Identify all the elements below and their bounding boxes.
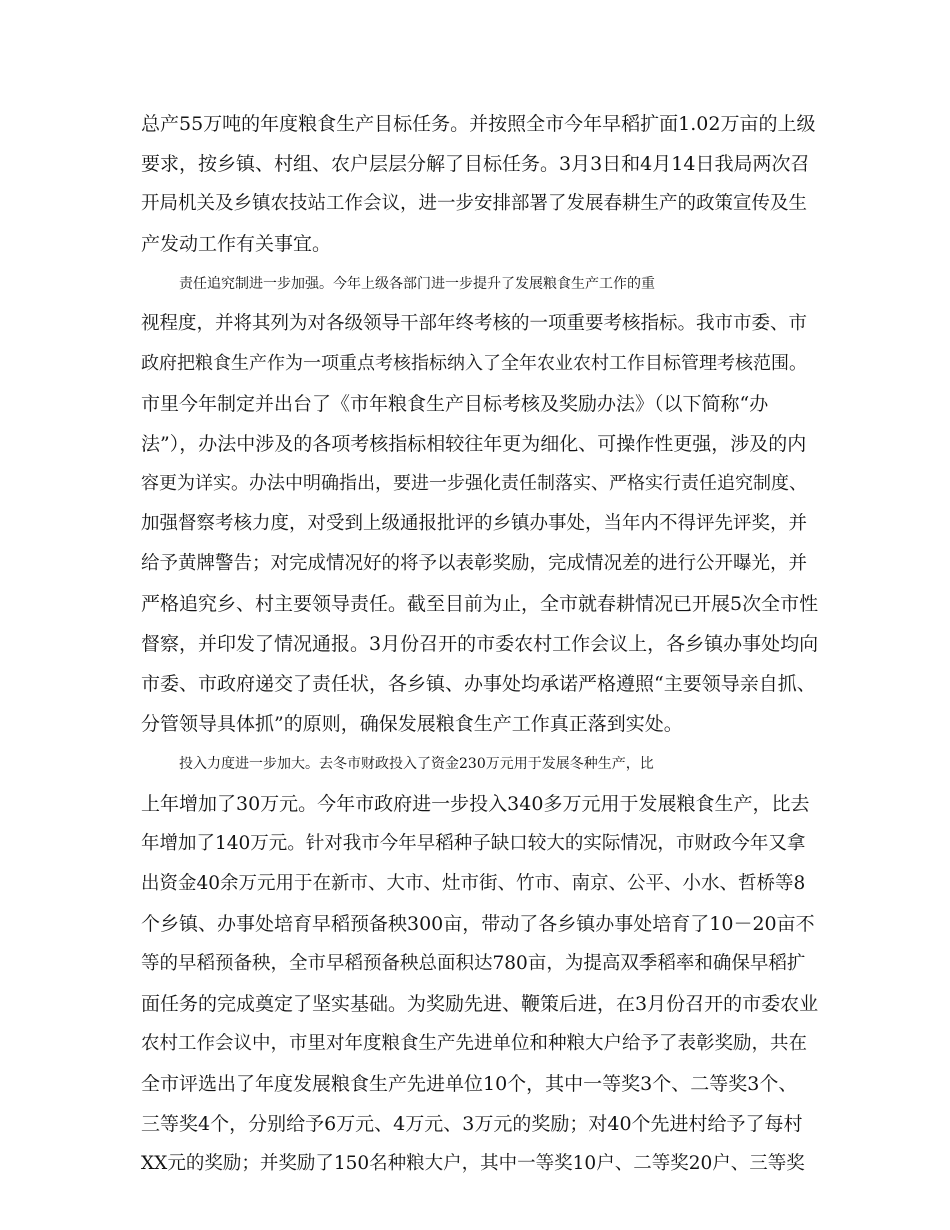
- text-line: 产发动工作有关事宜。: [141, 233, 332, 255]
- text-line: 农村工作会议中，市里对年度粮食生产先进单位和种粮大户给予了表彰奖励，共在: [141, 1033, 808, 1054]
- text-line: XX元的奖励；并奖励了150名种粮大户，其中一等奖10户、二等奖20户、三等奖: [141, 1153, 805, 1174]
- text-line: 要求，按乡镇、村组、农户层层分解了目标任务。3月3日和4月14日我局两次召: [141, 153, 810, 175]
- text-line: 全市评选出了年度发展粮食生产先进单位10个，其中一等奖3个、二等奖3个、: [141, 1073, 798, 1095]
- text-line: 法”），办法中涉及的各项考核指标相较往年更为细化、可操作性更强，涉及的内: [141, 433, 807, 455]
- text-line: 给予黄牌警告；对完成情况好的将予以表彰奖励，完成情况差的进行公开曝光，并: [141, 553, 808, 574]
- text-line: 上年增加了30万元。今年市政府进一步投入340多万元用于发展粮食生产，比去: [141, 793, 810, 815]
- text-line: 个乡镇、办事处培育早稻预备秧300亩，带动了各乡镇办事处培育了10－20亩不: [141, 913, 815, 935]
- text-line: 视程度，并将其列为对各级领导干部年终考核的一项重要考核指标。我市市委、市: [141, 313, 808, 334]
- text-line: 市委、市政府递交了责任状，各乡镇、办事处均承诺严格遵照“主要领导亲自抓、: [141, 673, 816, 695]
- text-line: 分管领导具体抓”的原则，确保发展粮食生产工作真正落到实处。: [141, 713, 683, 735]
- text-line: 加强督察考核力度，对受到上级通报批评的乡镇办事处，当年内不得评先评奖，并: [141, 513, 808, 534]
- document-body: [141, 104, 821, 1184]
- text-line: 面任务的完成奠定了坚实基础。为奖励先进、鞭策后进，在3月份召开的市委农业: [141, 993, 819, 1015]
- text-line: 容更为详实。办法中明确指出，要进一步强化责任制落实、严格实行责任追究制度、: [141, 473, 807, 494]
- text-line: 等的早稻预备秧，全市早稻预备秧总面积达780亩，为提高双季稻率和确保早稻扩: [141, 953, 806, 974]
- text-line: 市里今年制定并出台了《市年粮食生产目标考核及奖励办法》（以下简称“办: [141, 393, 769, 415]
- text-line: 年增加了140万元。针对我市今年早稻种子缺口较大的实际情况，市财政今年又拿: [141, 833, 806, 854]
- paragraph-first-line: 责任追究制进一步加强。今年上级各部门进一步提升了发展粮食生产工作的重: [179, 276, 655, 292]
- text-line: 出资金40余万元用于在新市、大市、灶市街、竹市、南京、公平、小水、哲桥等8: [141, 873, 806, 894]
- text-line: 三等奖4个，分别给予6万元、4万元、3万元的奖励；对40个先进村给予了每村: [141, 1113, 803, 1135]
- text-line: 督察，并印发了情况通报。3月份召开的市委农村工作会议上，各乡镇办事处均向: [141, 633, 819, 655]
- paragraph-first-line: 投入力度进一步加大。去冬市财政投入了资金230万元用于发展冬种生产，比: [179, 756, 654, 772]
- text-line: 总产55万吨的年度粮食生产目标任务。并按照全市今年早稻扩面1.02万亩的上级: [141, 113, 816, 135]
- text-line: 开局机关及乡镇农技站工作会议，进一步安排部署了发展春耕生产的政策宣传及生: [141, 193, 808, 214]
- text-line: 严格追究乡、村主要领导责任。截至目前为止，全市就春耕情况已开展5次全市性: [141, 593, 819, 615]
- text-line: 政府把粮食生产作为一项重点考核指标纳入了全年农业农村工作目标管理考核范围。: [141, 353, 807, 374]
